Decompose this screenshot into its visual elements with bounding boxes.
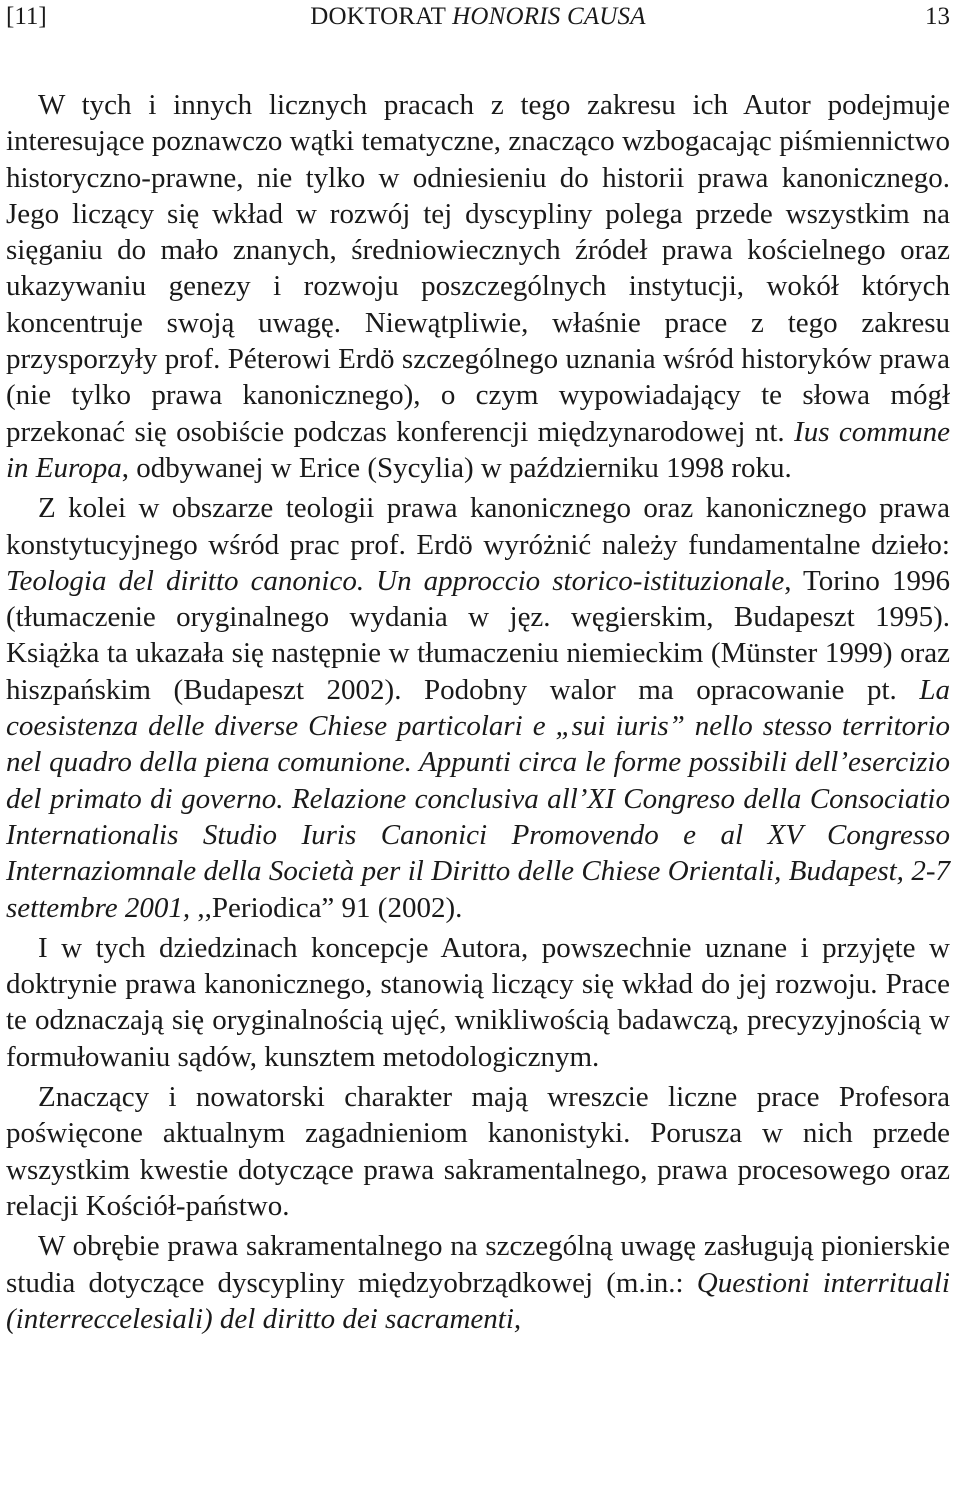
- italic-title-segment: Teologia del diritto canonico. Un approccio storico-istituzionale: [6, 564, 785, 597]
- running-title-plain: DOKTORAT: [310, 3, 453, 30]
- text-segment: I w tych dziedzinach koncepcje Autora, powszechnie uznane i przyjęte w doktrynie prawa kanonicznego, stanowią liczący się wkład do jej rozwoju. Prace te odznaczają się oryginalnością ujęć, wnikliwością badawczą, precyzyjnością w formułowaniu sądów, kunsztem metodologicznym.: [6, 931, 950, 1073]
- italic-title-segment: Questioni interrituali (interreccelesiali) del diritto dei sacramenti,: [6, 1266, 950, 1335]
- paragraph-2: [6, 490, 950, 926]
- paragraph-4: [6, 1079, 950, 1224]
- body-text: [6, 87, 950, 1337]
- paragraph-5: [6, 1228, 950, 1337]
- running-title-italic: HONORIS CAUSA: [452, 3, 646, 30]
- text-segment: , odbywanej w Erice (Sycylia) w październiku 1998 roku.: [121, 451, 792, 484]
- text-segment: Znaczący i nowatorski charakter mają wreszcie liczne prace Profesora poświęcone aktualnym zagadnieniom kanonistyki. Porusza w nich przede wszystkim kwestie dotyczące prawa sakramentalnego, prawa procesowego oraz relacji Kościół-państwo.: [6, 1081, 950, 1222]
- text-segment: ,,Periodica” 91 (2002).: [190, 891, 463, 924]
- running-title: [6, 0, 950, 34]
- text-segment: W obrębie prawa sakramentalnego na szczególną uwagę zasługują pionierskie studia dotyczące dyscypliny międzyobrządkowej (m.in.:: [6, 1230, 950, 1299]
- paragraph-1: [6, 87, 950, 486]
- italic-title-segment: Ius commune in Europa: [6, 415, 950, 484]
- italic-title-segment: La coesistenza delle diverse Chiese particolari e „sui iuris” nello stesso territorio nel quadro della piena comunione. Appunti circa le forme possibili dell’esercizio del primato di governo. Relazione conclusiva all’XI Congreso della Consociatio Internationalis Studio Iuris Canonici Promovendo e al XV Congresso Internaziomnale della Società per il Diritto delle Chiese Orientali, Budapest, 2-7 settembre 2001,: [6, 673, 950, 924]
- paragraph-3: [6, 930, 950, 1075]
- page-label: [11]: [6, 3, 47, 30]
- text-segment: , Torino 1996 (tłumaczenie oryginalnego wydania w jęz. węgierskim, Budapeszt 1995). Książka ta ukazała się następnie w tłumaczeniu niemieckim (Münster 1999) oraz hiszpańskim (Budapeszt 2002). Podobny walor ma opracowanie pt.: [6, 564, 950, 706]
- running-header: [6, 0, 950, 34]
- text-segment: W tych i innych licznych pracach z tego zakresu ich Autor podejmuje interesujące poznawczo wątki tematyczne, znacząco wzbogacając piśmiennictwo historyczno-prawne, nie tylko w odniesieniu do historii prawa kanonicznego. Jego liczący się wkład w rozwój tej dyscypliny polega przede wszystkim na sięganiu do mało znanych, średniowiecznych źródeł prawa kościelnego oraz ukazywaniu genezy i rozwoju poszczególnych instytucji, wokół których koncentruje swoją uwagę. Niewątpliwie, właśnie prace z tego zakresu przysporzyły prof. Péterowi Erdö szczególnego uznania wśród historyków prawa (nie tylko prawa kanonicznego), o czym wypowiadający te słowa mógł przekonać się osobiście podczas konferencji międzynarodowej nt.: [6, 89, 950, 448]
- page-number: 13: [925, 3, 950, 30]
- text-segment: Z kolei w obszarze teologii prawa kanonicznego oraz kanonicznego prawa konstytucyjnego wśród prac prof. Erdö wyróżnić należy fundamentalne dzieło:: [6, 492, 950, 561]
